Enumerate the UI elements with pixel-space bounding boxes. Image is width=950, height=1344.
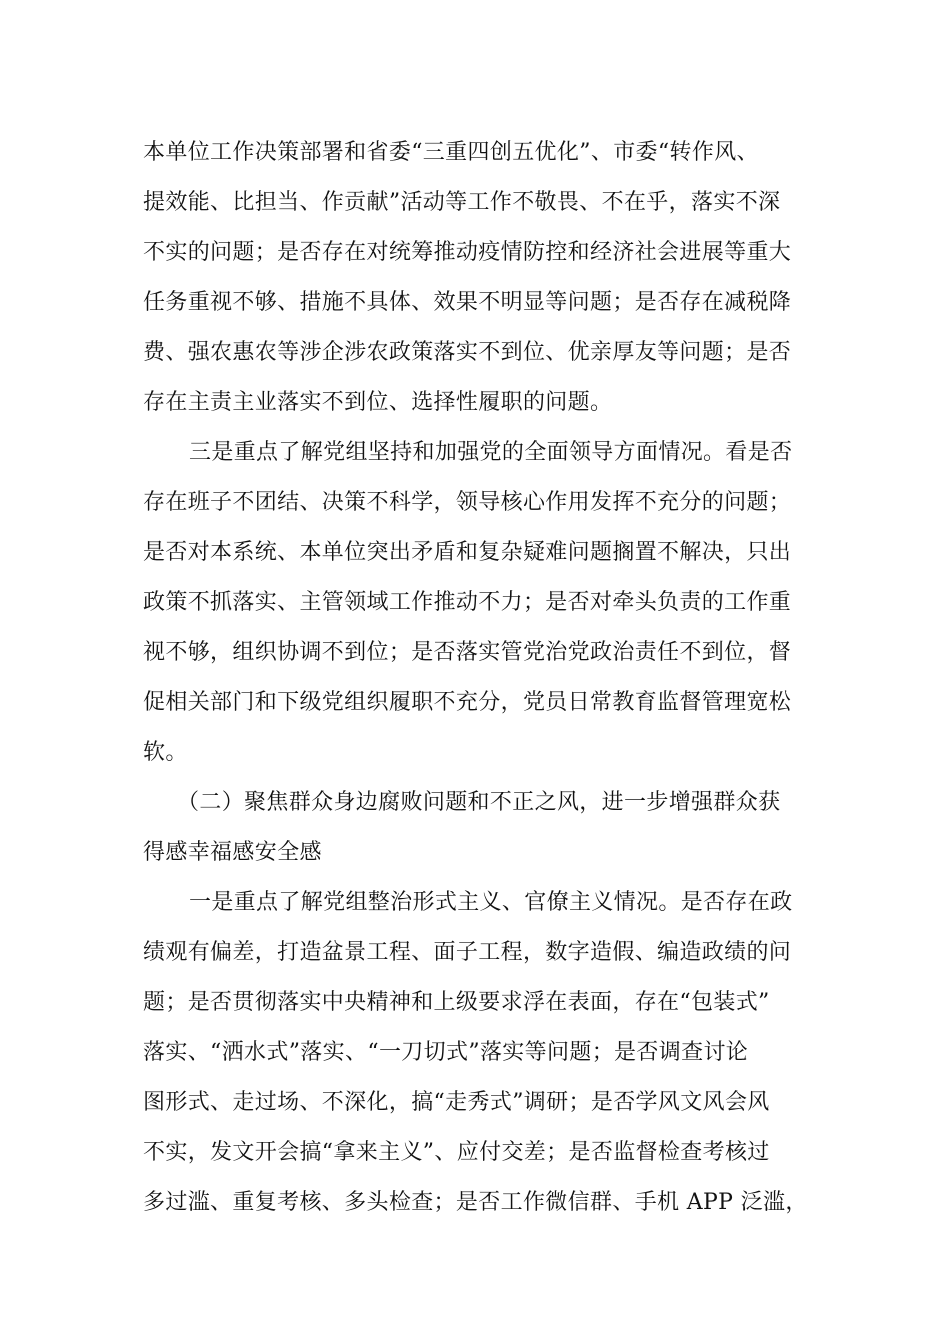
- text-line: 政策不抓落实、主管领域工作推动不力；是否对牵头负责的工作重: [143, 590, 792, 615]
- document-page: [143, 128, 807, 1228]
- text-line: 不实，发文开会搞“拿来主义”、应付交差；是否监督检查考核过: [143, 1140, 770, 1165]
- text-line: 一是重点了解党组整治形式主义、官僚主义情况。是否存在政: [189, 890, 793, 915]
- paragraph-continuation: [143, 128, 807, 428]
- text-line: 三是重点了解党组坚持和加强党的全面领导方面情况。看是否: [189, 440, 793, 465]
- heading-line: 得感幸福感安全感: [143, 840, 322, 865]
- text-line: 多过滥、重复考核、多头检查；是否工作微信群、手机 APP 泛滥，: [143, 1190, 808, 1215]
- section-heading: [143, 778, 807, 878]
- text-line: 图形式、走过场、不深化，搞“走秀式”调研；是否学风文风会风: [143, 1090, 770, 1115]
- text-line: 软。: [143, 740, 188, 765]
- paragraph-party-leadership: [143, 428, 807, 778]
- text-line: 题；是否贯彻落实中央精神和上级要求浮在表面，存在“包装式”: [143, 990, 770, 1015]
- heading-line: （二）聚焦群众身边腐败问题和不正之风，进一步增强群众获: [177, 790, 781, 815]
- text-line: 不实的问题；是否存在对统筹推动疫情防控和经济社会进展等重大: [143, 240, 792, 265]
- text-line: 落实、“洒水式”落实、“一刀切式”落实等问题；是否调查讨论: [143, 1040, 749, 1065]
- text-line: 费、强农惠农等涉企涉农政策落实不到位、优亲厚友等问题；是否: [143, 340, 792, 365]
- text-line: 绩观有偏差，打造盆景工程、面子工程，数字造假、编造政绩的问: [143, 940, 792, 965]
- text-line: 存在班子不团结、决策不科学，领导核心作用发挥不充分的问题；: [143, 490, 792, 515]
- text-line: 促相关部门和下级党组织履职不充分，党员日常教育监督管理宽松: [143, 690, 792, 715]
- text-line: 视不够，组织协调不到位；是否落实管党治党政治责任不到位，督: [143, 640, 792, 665]
- text-line: 存在主责主业落实不到位、选择性履职的问题。: [143, 390, 613, 415]
- text-line: 本单位工作决策部署和省委“三重四创五优化”、市委“转作风、: [143, 140, 759, 165]
- text-line: 提效能、比担当、作贡献”活动等工作不敬畏、不在乎，落实不深: [143, 190, 781, 215]
- paragraph-formalism: [143, 878, 807, 1228]
- text-line: 是否对本系统、本单位突出矛盾和复杂疑难问题搁置不解决，只出: [143, 540, 792, 565]
- text-line: 任务重视不够、措施不具体、效果不明显等问题；是否存在减税降: [143, 290, 792, 315]
